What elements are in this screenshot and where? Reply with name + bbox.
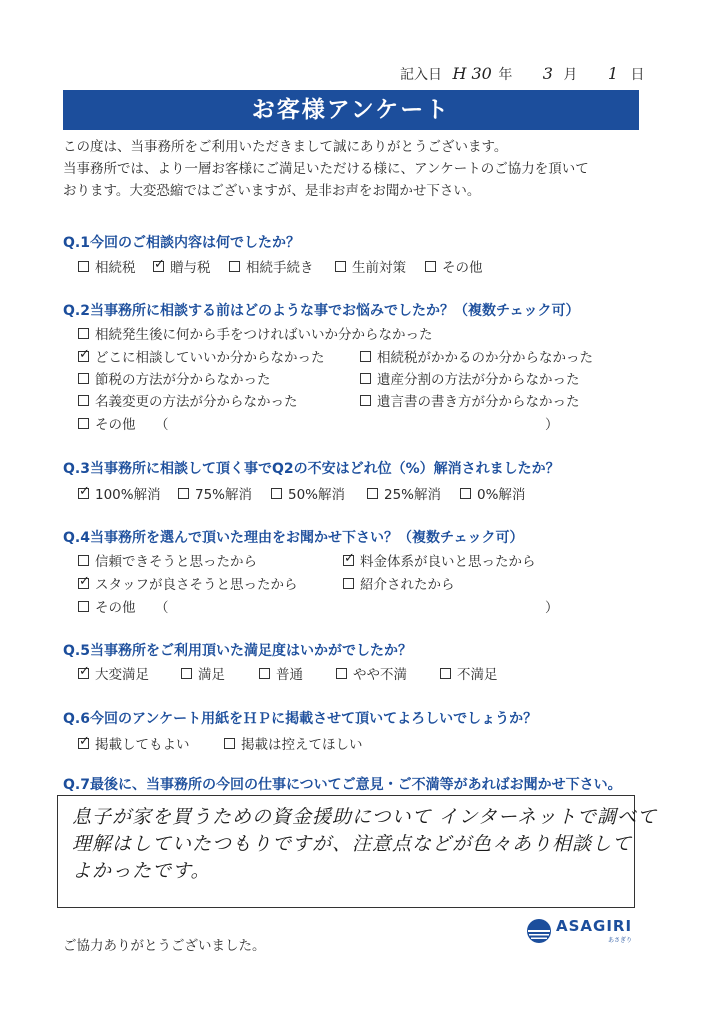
q1-option-inheritance-tax[interactable]: 相続税	[78, 256, 136, 276]
checkbox[interactable]	[78, 395, 89, 406]
q2-option-7[interactable]: 遺言書の書き方が分からなかった	[360, 390, 580, 410]
q3-option-75[interactable]: 75%解消	[178, 483, 252, 503]
date-label: 記入日	[400, 67, 442, 83]
q5-label: Q.5当事務所をご利用頂いた満足度はいかがでしたか？	[63, 643, 412, 659]
q2-option-6[interactable]: 名義変更の方法が分からなかった	[78, 390, 298, 410]
checkbox[interactable]	[367, 488, 378, 499]
q2-option-2[interactable]: ✓ どこに相談していいか分からなかった	[78, 346, 325, 366]
date-month-label: 月	[563, 67, 578, 83]
q5-option-dissatisfied[interactable]: 不満足	[440, 663, 498, 683]
company-logo	[526, 917, 632, 944]
checkbox[interactable]	[335, 261, 346, 272]
q4-option-pricing[interactable]: ✓ 料金体系が良いと思ったから	[343, 550, 536, 570]
date-month-value: 3	[542, 64, 553, 83]
comment-line-1: 息子が家を買うための資金援助について インターネットで調べて	[72, 806, 657, 828]
checkbox[interactable]	[259, 668, 270, 679]
thanks-message: ご協力ありがとうございました。	[63, 938, 266, 954]
checkbox[interactable]	[425, 261, 436, 272]
q6-option-decline[interactable]: 掲載は控えてほしい	[224, 733, 363, 753]
date-day-label: 日	[630, 67, 645, 83]
checkbox[interactable]	[153, 261, 164, 272]
comment-line-2: 理解はしていたつもりですが、注意点などが色々あり相談して	[72, 833, 633, 855]
q1-option-other[interactable]: その他	[425, 256, 483, 276]
q5-option-satisfied[interactable]: 満足	[181, 663, 225, 683]
q4-other-close-paren: ）	[545, 600, 559, 616]
checkbox[interactable]	[360, 373, 371, 384]
logo-emblem-icon	[526, 918, 552, 944]
q3-option-0[interactable]: 0%解消	[460, 483, 525, 503]
checkbox[interactable]	[440, 668, 451, 679]
checkbox[interactable]	[78, 668, 89, 679]
intro-line-3: おります。大変恐縮ではございますが、是非お声をお聞かせ下さい。	[63, 183, 481, 199]
q4-option-trust[interactable]: 信頼できそうと思ったから	[78, 550, 257, 570]
date-year-label: 年	[498, 67, 513, 83]
intro-line-2: 当事務所では、より一層お客様にご満足いただける様に、アンケートのご協力を頂いて	[63, 161, 589, 177]
q3-option-25[interactable]: 25%解消	[367, 483, 441, 503]
checkbox[interactable]	[271, 488, 282, 499]
q4-option-referral[interactable]: 紹介されたから	[343, 573, 455, 593]
page-title: お客様アンケート	[63, 90, 639, 130]
q4-other-open-paren: （	[155, 600, 169, 616]
q1-option-gift-tax[interactable]: ✓ 贈与税	[153, 256, 211, 276]
date-day-value: 1	[607, 64, 619, 83]
checkbox[interactable]	[181, 668, 192, 679]
q1-option-planning[interactable]: 生前対策	[335, 256, 406, 276]
q2-option-1[interactable]: 相続発生後に何から手をつければいいか分からなかった	[78, 323, 433, 343]
checkbox[interactable]	[78, 418, 89, 429]
intro-line-1: この度は、当事務所をご利用いただきまして誠にありがとうございます。	[63, 139, 508, 155]
checkbox[interactable]	[78, 351, 89, 362]
checkbox[interactable]	[78, 578, 89, 589]
q4-option-staff[interactable]: ✓ スタッフが良さそうと思ったから	[78, 573, 298, 593]
q2-option-3[interactable]: 相続税がかかるのか分からなかった	[360, 346, 593, 366]
checkbox[interactable]	[78, 373, 89, 384]
logo-name: ASAGIRI	[556, 917, 633, 935]
q2-other-open-paren: （	[155, 417, 169, 433]
q2-other-close-paren: ）	[545, 417, 559, 433]
checkbox[interactable]	[78, 738, 89, 749]
checkbox[interactable]	[78, 555, 89, 566]
q2-option-4[interactable]: 節税の方法が分からなかった	[78, 368, 271, 388]
q6-label: Q.6今回のアンケート用紙をＨＰに掲載させて頂いてよろしいでしょうか？	[63, 711, 538, 727]
entry-date	[400, 64, 645, 84]
checkbox[interactable]	[78, 601, 89, 612]
comment-line-3: よかったです。	[72, 860, 211, 882]
q3-label: Q.3当事務所に相談して頂く事でQ2の不安はどれ位（%）解消されましたか？	[63, 461, 560, 477]
q2-option-5[interactable]: 遺産分割の方法が分からなかった	[360, 368, 580, 388]
checkbox[interactable]	[360, 395, 371, 406]
q4-label: Q.4当事務所を選んで頂いた理由をお聞かせ下さい？（複数チェック可）	[63, 530, 524, 546]
q3-option-100[interactable]: ✓ 100%解消	[78, 483, 161, 503]
checkbox[interactable]	[78, 328, 89, 339]
checkbox[interactable]	[178, 488, 189, 499]
checkbox[interactable]	[460, 488, 471, 499]
q1-option-procedures[interactable]: 相続手続き	[229, 256, 314, 276]
q7-label: Q.7最後に、当事務所の今回の仕事についてご意見・ご不満等があればお聞かせ下さい。	[63, 777, 622, 793]
logo-subtitle: あさぎり	[608, 937, 633, 944]
checkbox[interactable]	[78, 261, 89, 272]
q6-option-ok[interactable]: ✓ 掲載してもよい	[78, 733, 190, 753]
checkbox[interactable]	[336, 668, 347, 679]
q5-option-neutral[interactable]: 普通	[259, 663, 303, 683]
checkbox[interactable]	[343, 578, 354, 589]
q4-option-other[interactable]: その他	[78, 596, 136, 616]
checkbox[interactable]	[224, 738, 235, 749]
q2-label: Q.2当事務所に相談する前はどのような事でお悩みでしたか？（複数チェック可）	[63, 303, 580, 319]
checkbox[interactable]	[360, 351, 371, 362]
q2-option-other[interactable]: その他	[78, 413, 136, 433]
q5-option-very-satisfied[interactable]: ✓ 大変満足	[78, 663, 149, 683]
checkbox[interactable]	[343, 555, 354, 566]
q1-label: Q.1今回のご相談内容は何でしたか？	[63, 235, 300, 251]
checkbox[interactable]	[78, 488, 89, 499]
q5-option-somewhat-dissatisfied[interactable]: やや不満	[336, 663, 407, 683]
q3-option-50[interactable]: 50%解消	[271, 483, 345, 503]
date-year-value: H 30	[452, 64, 492, 83]
checkbox[interactable]	[229, 261, 240, 272]
